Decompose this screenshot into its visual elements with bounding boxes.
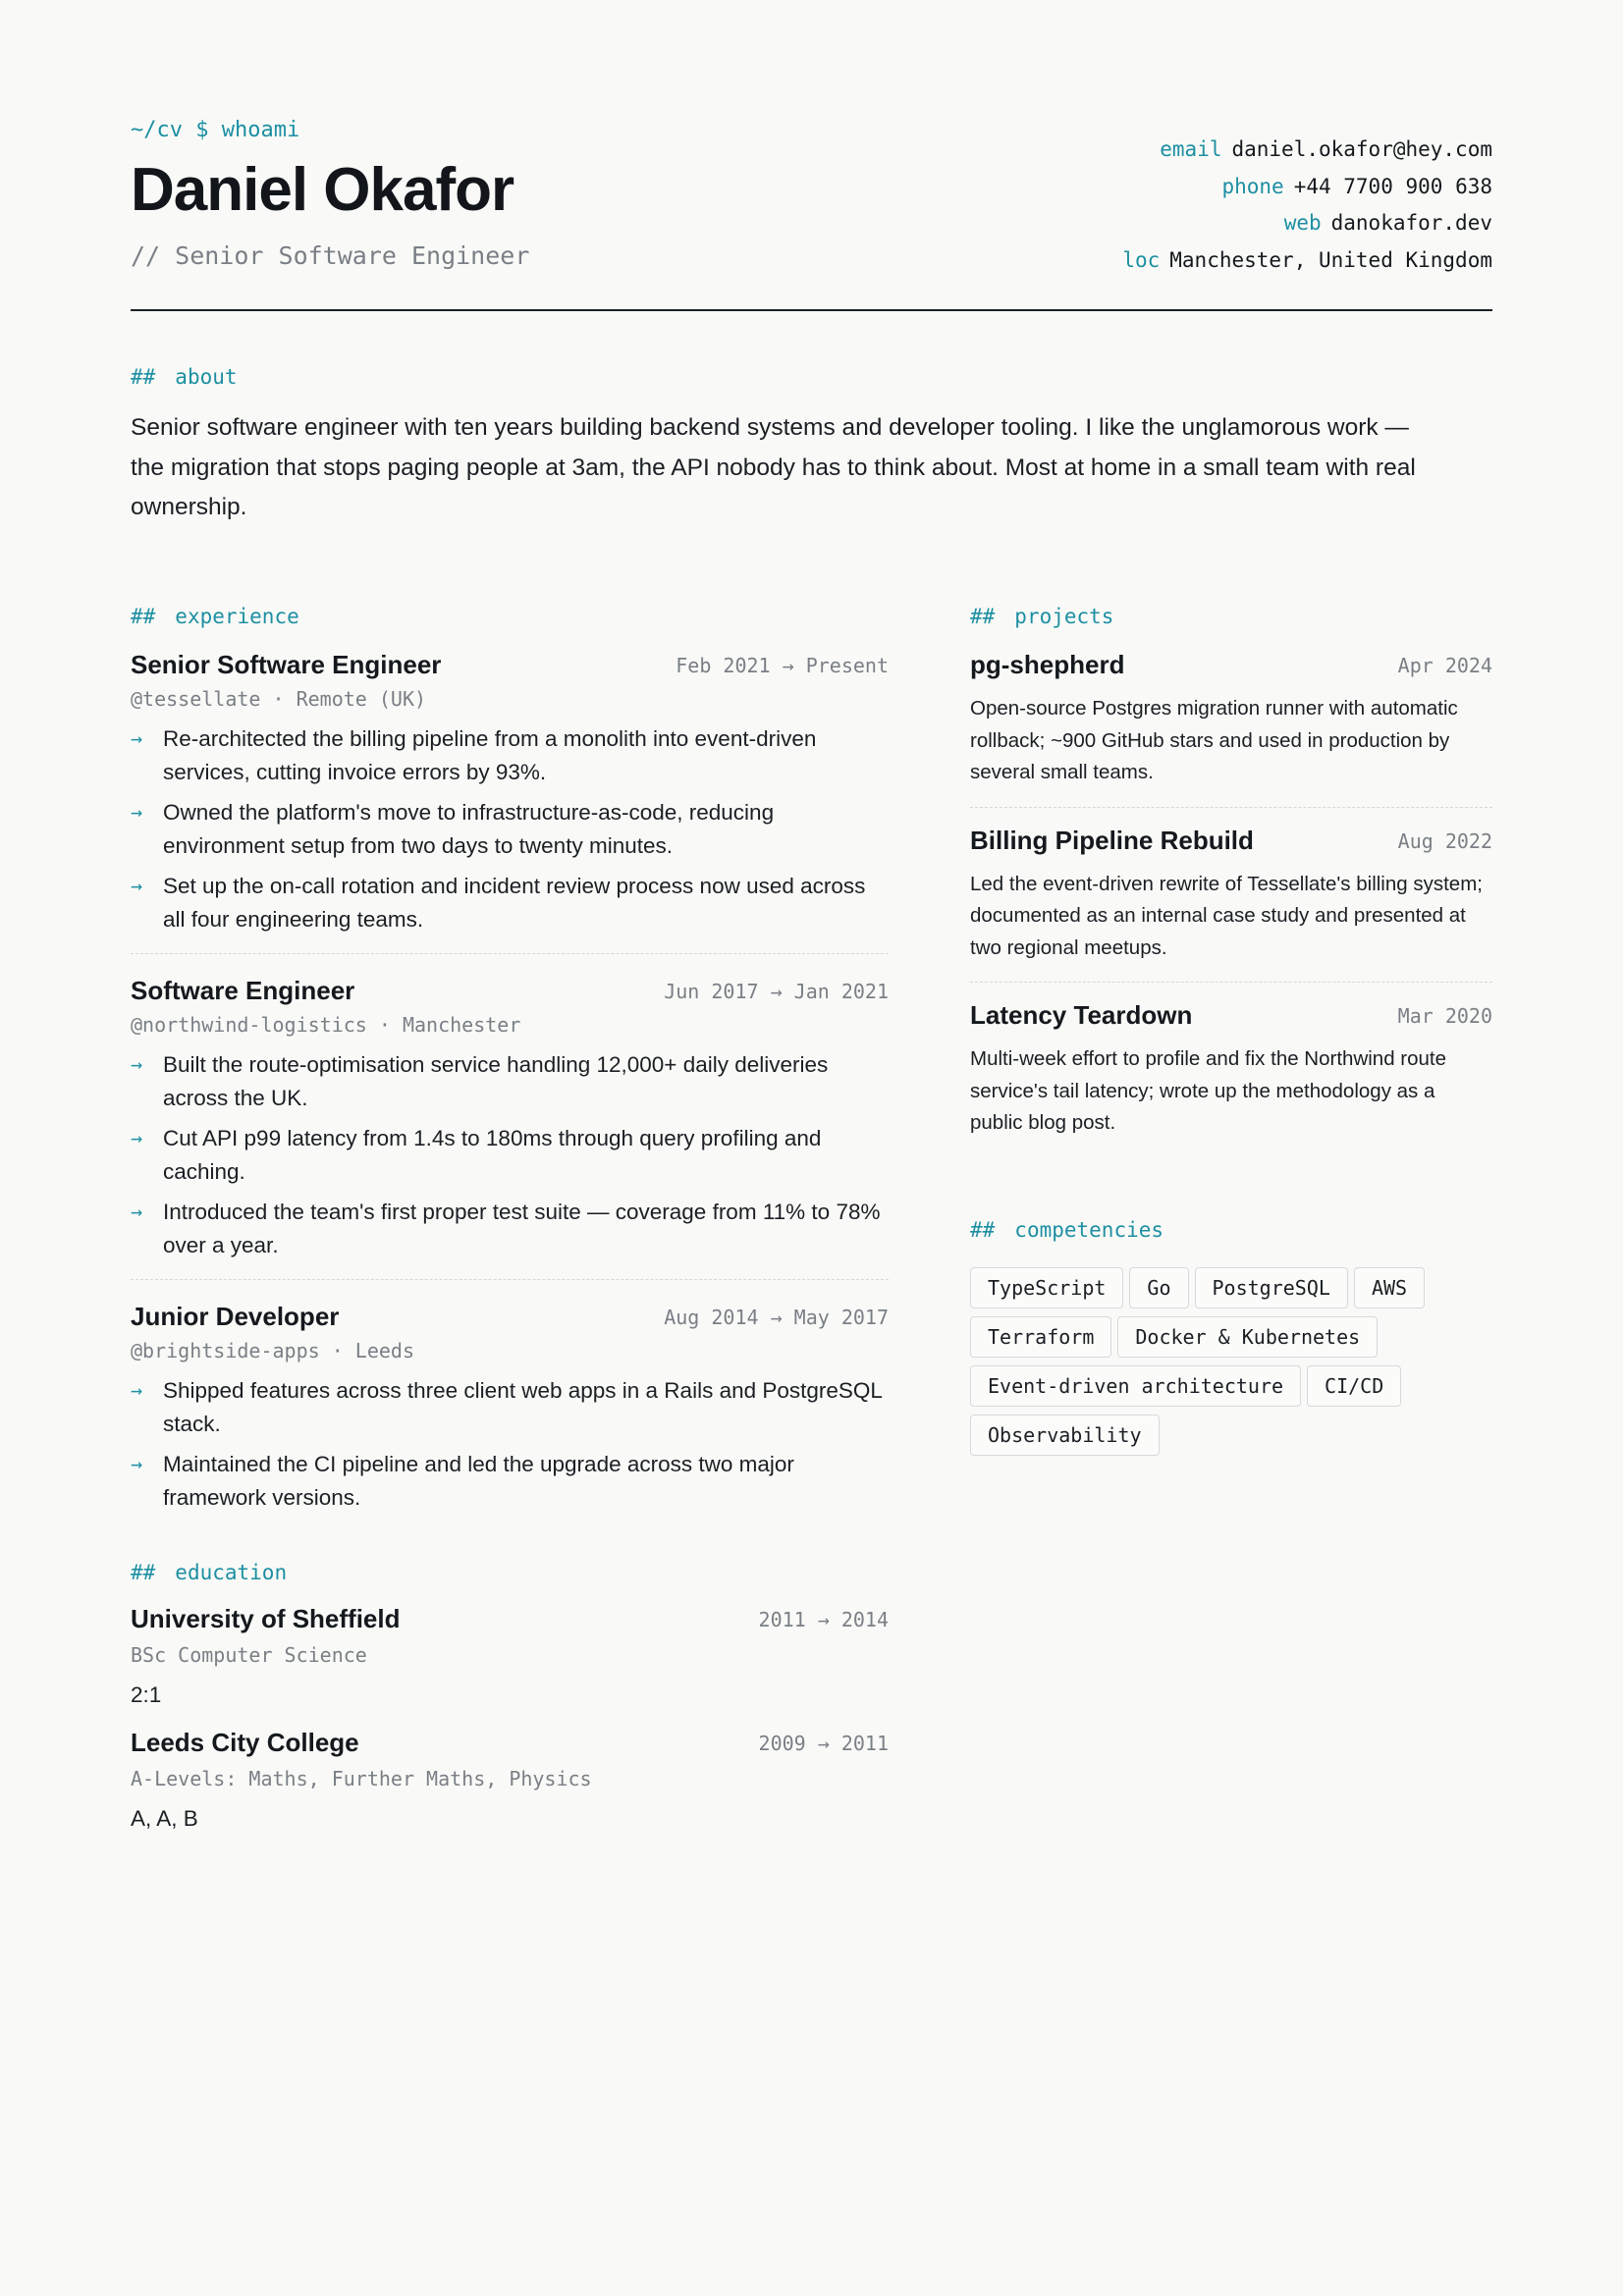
experience-item bbox=[131, 1302, 889, 1514]
contact-web bbox=[1122, 205, 1492, 242]
project-name: pg-shepherd bbox=[970, 650, 1125, 679]
project-date: Aug 2022 bbox=[1397, 828, 1492, 853]
job-title: Senior Software Engineer bbox=[131, 650, 442, 679]
section-label: experience bbox=[175, 605, 299, 628]
section-hash: ## bbox=[970, 605, 996, 628]
shell-prompt: ~/cv $ whoami bbox=[131, 118, 300, 142]
section-hash: ## bbox=[970, 1217, 996, 1242]
project-item bbox=[970, 1000, 1492, 1140]
project-description: Open-source Postgres migration runner with automatic rollback; ~900 GitHub stars and used in production by several small teams. bbox=[970, 697, 1458, 783]
contact-location-key: loc bbox=[1122, 247, 1161, 272]
job-bullet-text: Introduced the team's first proper test suite — coverage from 11% to 78% over a year. bbox=[163, 1200, 881, 1257]
divider bbox=[970, 982, 1492, 983]
section-label: education bbox=[175, 1561, 288, 1584]
competency-tag: Observability bbox=[970, 1415, 1160, 1456]
divider bbox=[131, 953, 889, 954]
resume-header bbox=[131, 118, 1492, 311]
education-dates: 2009 → 2011 bbox=[758, 1732, 889, 1755]
education-item bbox=[131, 1728, 889, 1832]
section-title-competencies bbox=[970, 1218, 1492, 1242]
experience-item bbox=[131, 650, 889, 935]
contact-email-key: email bbox=[1160, 137, 1222, 161]
section-label: competencies bbox=[1014, 1217, 1164, 1242]
section-label: projects bbox=[1014, 605, 1114, 628]
section-title-projects bbox=[970, 605, 1492, 628]
education-dates: 2011 → 2014 bbox=[758, 1608, 889, 1631]
competency-tag: Docker & Kubernetes bbox=[1117, 1316, 1378, 1358]
arrow-icon: → bbox=[131, 1378, 143, 1402]
left-column bbox=[131, 605, 889, 1832]
job-bullet bbox=[131, 796, 889, 862]
job-title: Junior Developer bbox=[131, 1302, 340, 1331]
contact-web-value: danokafor.dev bbox=[1330, 211, 1492, 235]
job-bullet bbox=[131, 722, 889, 788]
right-column bbox=[970, 605, 1492, 1464]
school-name: Leeds City College bbox=[131, 1728, 359, 1757]
project-item bbox=[970, 650, 1492, 789]
job-bullet bbox=[131, 1048, 889, 1114]
project-name: Billing Pipeline Rebuild bbox=[970, 825, 1254, 855]
section-label: about bbox=[175, 365, 238, 389]
job-bullet-text: Shipped features across three client web apps in a Rails and PostgreSQL stack. bbox=[163, 1378, 883, 1436]
job-bullet-text: Cut API p99 latency from 1.4s to 180ms through query profiling and caching. bbox=[163, 1126, 822, 1184]
competency-tag: Event-driven architecture bbox=[970, 1365, 1301, 1407]
job-bullet bbox=[131, 870, 889, 935]
job-org: @brightside-apps · Leeds bbox=[131, 1339, 414, 1362]
job-bullet bbox=[131, 1196, 889, 1261]
job-bullet-text: Built the route-optimisation service handling 12,000+ daily deliveries across the UK. bbox=[163, 1052, 829, 1110]
project-name: Latency Teardown bbox=[970, 1000, 1193, 1030]
section-title-experience bbox=[131, 605, 889, 628]
competency-tag: Terraform bbox=[970, 1316, 1111, 1358]
project-description: Led the event-driven rewrite of Tessellate's billing system; documented as an internal case study and presented at two regional meetups. bbox=[970, 872, 1483, 959]
arrow-icon: → bbox=[131, 1126, 143, 1149]
project-date: Apr 2024 bbox=[1397, 654, 1492, 677]
project-date: Mar 2020 bbox=[1397, 1004, 1492, 1028]
divider bbox=[131, 1279, 889, 1280]
section-hash: ## bbox=[131, 365, 156, 389]
project-item bbox=[970, 826, 1492, 965]
job-bullets bbox=[131, 1048, 889, 1261]
competency-tag: Go bbox=[1129, 1267, 1188, 1308]
competency-tags bbox=[970, 1267, 1520, 1464]
job-dates: Feb 2021 → Present bbox=[676, 654, 889, 677]
section-title-education bbox=[131, 1561, 889, 1584]
candidate-role: // Senior Software Engineer bbox=[131, 241, 530, 270]
candidate-name: Daniel Okafor bbox=[131, 156, 514, 224]
education-item bbox=[131, 1604, 889, 1708]
divider bbox=[970, 807, 1492, 808]
section-title-about bbox=[131, 365, 1436, 389]
about-section bbox=[131, 365, 1436, 528]
arrow-icon: → bbox=[131, 800, 143, 824]
arrow-icon: → bbox=[131, 726, 143, 750]
arrow-icon: → bbox=[131, 1200, 143, 1223]
job-bullet-text: Set up the on-call rotation and incident review process now used across all four engineering teams. bbox=[163, 874, 866, 932]
contact-email bbox=[1122, 132, 1492, 169]
competency-tag: TypeScript bbox=[970, 1267, 1123, 1308]
contact-location bbox=[1122, 242, 1492, 280]
job-bullet-text: Maintained the CI pipeline and led the upgrade across two major framework versions. bbox=[163, 1452, 794, 1510]
contact-location-value: Manchester, United Kingdom bbox=[1169, 247, 1492, 272]
contact-phone-key: phone bbox=[1221, 174, 1284, 198]
arrow-icon: → bbox=[131, 1452, 143, 1475]
experience-item bbox=[131, 976, 889, 1261]
contact-phone-value: +44 7700 900 638 bbox=[1293, 174, 1492, 198]
job-bullet-text: Owned the platform's move to infrastructure-as-code, reducing environment setup from two days to twenty minutes. bbox=[163, 800, 775, 858]
job-dates: Jun 2017 → Jan 2021 bbox=[664, 980, 889, 1003]
job-bullet bbox=[131, 1122, 889, 1188]
job-bullet bbox=[131, 1448, 889, 1514]
contact-web-key: web bbox=[1283, 211, 1322, 235]
job-bullets bbox=[131, 722, 889, 935]
job-bullet bbox=[131, 1374, 889, 1440]
project-description: Multi-week effort to profile and fix the Northwind route service's tail latency; wrote up the methodology as a public blog post. bbox=[970, 1047, 1447, 1134]
education-grade: 2:1 bbox=[131, 1682, 162, 1707]
competency-tag: PostgreSQL bbox=[1195, 1267, 1348, 1308]
school-name: University of Sheffield bbox=[131, 1604, 401, 1633]
arrow-icon: → bbox=[131, 874, 143, 897]
section-hash: ## bbox=[131, 605, 156, 628]
job-bullet-text: Re-architected the billing pipeline from a monolith into event-driven services, cutting invoice errors by 93%. bbox=[163, 726, 817, 784]
education-degree: BSc Computer Science bbox=[131, 1643, 367, 1667]
job-bullets bbox=[131, 1374, 889, 1514]
section-hash: ## bbox=[131, 1561, 156, 1584]
about-text: Senior software engineer with ten years building backend systems and developer tooling. I like the unglamorous work — the migration that stops paging people at 3am, the API nobody has to think about. Most at home in a small team with real ownership. bbox=[131, 414, 1416, 520]
arrow-icon: → bbox=[131, 1052, 143, 1076]
job-title: Software Engineer bbox=[131, 976, 355, 1005]
education-degree: A-Levels: Maths, Further Maths, Physics bbox=[131, 1767, 592, 1790]
contact-email-value: daniel.okafor@hey.com bbox=[1231, 137, 1492, 161]
contact-phone bbox=[1122, 169, 1492, 206]
job-org: @tessellate · Remote (UK) bbox=[131, 687, 427, 711]
competency-tag: CI/CD bbox=[1307, 1365, 1401, 1407]
education-grade: A, A, B bbox=[131, 1806, 198, 1831]
job-dates: Aug 2014 → May 2017 bbox=[664, 1306, 889, 1329]
contact-block bbox=[1122, 132, 1492, 279]
job-org: @northwind-logistics · Manchester bbox=[131, 1013, 521, 1037]
competency-tag: AWS bbox=[1354, 1267, 1425, 1308]
